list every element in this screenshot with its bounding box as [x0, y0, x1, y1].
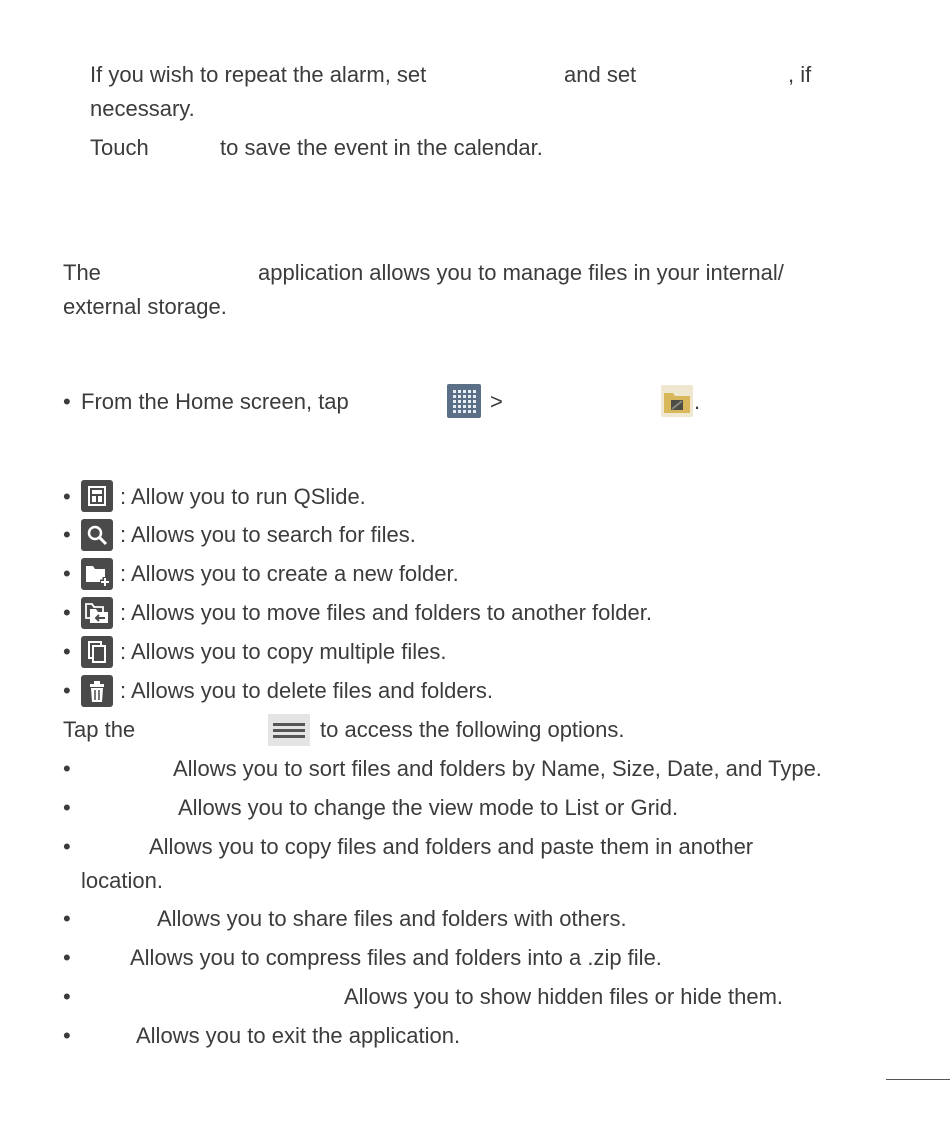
intro-text: application allows you to manage files in your internal/	[258, 260, 784, 285]
option-exit-desc: Allows you to exit the application.	[136, 1023, 461, 1048]
bullet: •	[63, 834, 71, 859]
menu-line-text-end: to access the following options.	[320, 717, 625, 742]
bullet: •	[63, 795, 71, 820]
bullet: •	[63, 389, 71, 414]
bullet: •	[63, 1023, 71, 1048]
new-folder-icon	[81, 558, 113, 590]
new-folder-desc: : Allows you to create a new folder.	[120, 561, 459, 586]
touch-text-save: to save the event in the calendar.	[220, 135, 543, 160]
apps-grid-icon	[447, 384, 481, 418]
trash-desc: : Allows you to delete files and folders.	[120, 678, 493, 703]
repeat-text-cont: necessary.	[90, 96, 195, 121]
option-share-desc: Allows you to share files and folders with others.	[157, 906, 627, 931]
bullet: •	[63, 561, 71, 586]
repeat-text-and-set: and set	[564, 62, 637, 87]
qslide-icon	[81, 480, 113, 512]
bullet: •	[63, 756, 71, 781]
bullet: •	[63, 906, 71, 931]
trash-icon	[81, 675, 113, 707]
file-manager-icon	[661, 385, 693, 417]
repeat-text-if: , if	[788, 62, 812, 87]
bullet: •	[63, 522, 71, 547]
move-desc: : Allows you to move files and folders to another folder.	[120, 600, 652, 625]
option-view-desc: Allows you to change the view mode to List or Grid.	[178, 795, 679, 820]
repeat-text: If you wish to repeat the alarm, set	[90, 62, 427, 87]
copy-icon	[81, 636, 113, 668]
option-zip-desc: Allows you to compress files and folders into a .zip file.	[130, 945, 662, 970]
move-icon	[81, 597, 113, 629]
search-icon	[81, 519, 113, 551]
bullet: •	[63, 600, 71, 625]
copy-desc: : Allows you to copy multiple files.	[120, 639, 447, 664]
bullet: •	[63, 678, 71, 703]
bullet: •	[63, 984, 71, 1009]
touch-text: Touch	[90, 135, 149, 160]
page-footer-rule	[886, 1079, 950, 1080]
option-copy-desc-cont: location.	[81, 868, 163, 893]
open-app-end: .	[694, 389, 701, 414]
menu-line-text: Tap the	[63, 717, 136, 742]
qslide-desc: : Allow you to run QSlide.	[120, 484, 366, 509]
option-copy-desc: Allows you to copy files and folders and paste them in another	[149, 834, 754, 859]
intro-the: The	[63, 260, 101, 285]
search-desc: : Allows you to search for files.	[120, 522, 416, 547]
bullet: •	[63, 484, 71, 509]
option-hidden-desc: Allows you to show hidden files or hide them.	[344, 984, 784, 1009]
open-app-text: From the Home screen, tap	[81, 389, 349, 414]
menu-icon	[268, 714, 310, 746]
intro-text-cont: external storage.	[63, 294, 227, 319]
option-sort-desc: Allows you to sort files and folders by Name, Size, Date, and Type.	[173, 756, 822, 781]
breadcrumb-separator: >	[490, 389, 503, 414]
bullet: •	[63, 945, 71, 970]
bullet: •	[63, 639, 71, 664]
